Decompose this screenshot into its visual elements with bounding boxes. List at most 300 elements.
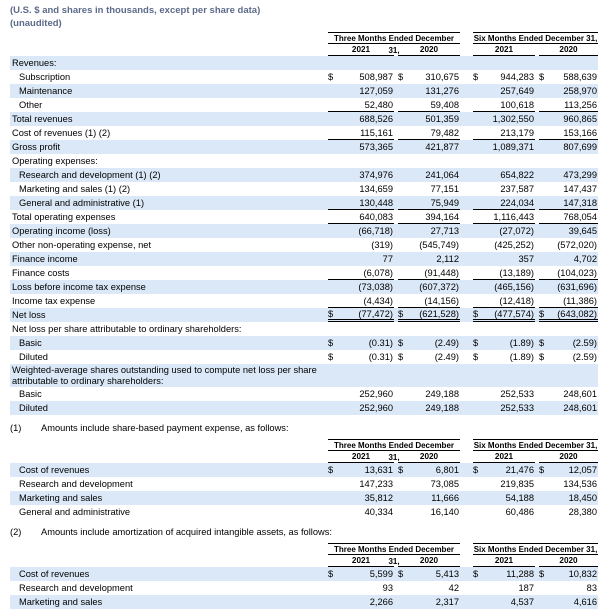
gap (460, 555, 469, 567)
cell (535, 98, 598, 112)
cell (394, 387, 460, 401)
cell-value: 10,832 (568, 569, 597, 579)
cell-value: (572,020) (557, 240, 597, 250)
cell-value: 252,960 (359, 389, 393, 399)
cell-box (398, 266, 460, 280)
gap (460, 224, 469, 238)
row-label: Net loss per share attributable to ordinary shareholders: (12, 324, 242, 334)
currency-symbol: $ (539, 569, 545, 579)
cell (324, 126, 394, 140)
cell (324, 252, 394, 266)
cell-value: 257,649 (500, 86, 534, 96)
cell-box (473, 196, 535, 210)
cell (469, 56, 535, 70)
cell-value: (425,252) (494, 240, 534, 250)
gap (460, 44, 469, 56)
cell-box (398, 491, 460, 505)
cell (535, 238, 598, 252)
cell-value: (1.89) (509, 352, 534, 362)
row-label: Research and development (19, 583, 133, 593)
row-label: Total operating expenses (12, 212, 116, 222)
currency-symbol: $ (539, 308, 545, 319)
cell (324, 463, 394, 477)
currency-symbol: $ (328, 465, 334, 475)
row-label: Cost of revenues (1) (2) (12, 128, 111, 138)
cell-value: 153,166 (563, 127, 597, 138)
table-row (10, 581, 598, 595)
cell-value: 73,085 (430, 479, 459, 489)
cell-box (539, 266, 598, 280)
year-header (469, 555, 535, 567)
cell (324, 308, 394, 322)
currency-symbol: $ (473, 465, 479, 475)
cell (535, 477, 598, 491)
table-row (10, 252, 598, 266)
year-label: 2021 (328, 44, 394, 56)
cell-value: 18,450 (568, 493, 597, 503)
row-label: General and administrative (19, 507, 131, 517)
cell (324, 70, 394, 84)
table-row (10, 112, 598, 126)
cell (535, 505, 598, 519)
cell (394, 112, 460, 126)
cell-box (328, 98, 394, 112)
cell-box (539, 126, 598, 140)
cell-box (398, 252, 460, 266)
cell (324, 266, 394, 280)
cell (394, 491, 460, 505)
cell (324, 387, 394, 401)
cell-value: 640,083 (359, 211, 393, 222)
currency-symbol: $ (539, 352, 545, 362)
cell-box (328, 336, 394, 350)
cell (394, 224, 460, 238)
cell-value: 127,059 (359, 86, 393, 96)
cell-box (398, 210, 460, 224)
cell (324, 505, 394, 519)
cell-box (328, 70, 394, 84)
header-spacer (10, 32, 324, 44)
cell-value: 187 (518, 583, 534, 593)
cell (535, 140, 598, 154)
cell-box (539, 463, 598, 477)
cell-value: 1,302,550 (492, 114, 534, 124)
cell-box (328, 182, 394, 196)
cell (394, 56, 460, 70)
cell (324, 477, 394, 491)
cell-value: 960,865 (563, 114, 597, 124)
cell (469, 252, 535, 266)
cell-value: (1.89) (509, 338, 534, 348)
cell-value: (643,082) (557, 308, 597, 319)
year-header-row (10, 44, 598, 56)
period-header-row (10, 439, 598, 451)
cell-box (398, 280, 460, 294)
cell (324, 336, 394, 350)
header-spacer (10, 439, 324, 451)
gap (460, 364, 469, 387)
cell-box (398, 387, 460, 401)
cell (469, 595, 535, 609)
cell-value: 130,448 (359, 197, 393, 208)
cell (324, 112, 394, 126)
period-group-header (469, 543, 598, 555)
currency-symbol: $ (398, 465, 404, 475)
row-label: Subscription (19, 72, 71, 82)
footnote-1 (10, 422, 600, 434)
year-label: 2021 (473, 451, 535, 463)
cell (324, 401, 394, 415)
cell-box (473, 112, 535, 126)
row-label: Basic (10, 336, 324, 350)
cell (535, 224, 598, 238)
cell-box (473, 567, 535, 581)
cell-value: 249,188 (425, 389, 459, 399)
cell-value: 13,631 (364, 465, 393, 475)
gap (460, 126, 469, 140)
currency-symbol: $ (328, 352, 334, 362)
cell (469, 196, 535, 210)
cell (469, 70, 535, 84)
cell (469, 210, 535, 224)
header-spacer (10, 451, 324, 463)
cell-value: 147,437 (563, 184, 597, 194)
gap (460, 168, 469, 182)
year-label: 2020 (398, 555, 460, 567)
cell (535, 581, 598, 595)
gap (460, 56, 469, 70)
cell-value: (2.49) (434, 352, 459, 362)
cell (469, 98, 535, 112)
cell-box (473, 252, 535, 266)
cell-box (539, 84, 598, 98)
cell-value: 768,054 (563, 211, 597, 222)
cell-value: 77 (382, 254, 393, 264)
cell (469, 322, 535, 336)
cell (535, 182, 598, 196)
cell-value: 40,334 (364, 507, 393, 517)
cell-box (473, 477, 535, 491)
cell (394, 266, 460, 280)
cell-box (328, 112, 394, 126)
currency-symbol: $ (398, 308, 404, 319)
table-row (10, 238, 598, 252)
table-row (10, 266, 598, 280)
cell (469, 505, 535, 519)
cell-value: (0.31) (368, 338, 393, 348)
table-row (10, 477, 598, 491)
cell (469, 112, 535, 126)
cell-value: 421,877 (425, 142, 459, 152)
table-row (10, 84, 598, 98)
cell (394, 196, 460, 210)
row-label: Research and development (19, 479, 133, 489)
footnote2-body (10, 543, 598, 609)
gap (460, 238, 469, 252)
cell-box (539, 308, 598, 322)
cell-value: 147,318 (563, 197, 597, 208)
cell-value: 93 (382, 583, 393, 593)
table-row (10, 98, 598, 112)
cell-value: 60,486 (505, 507, 534, 517)
cell-value: 2,317 (435, 597, 459, 607)
cell (394, 252, 460, 266)
cell-box (473, 84, 535, 98)
cell-value: (13,189) (499, 267, 534, 278)
gap (460, 543, 469, 555)
cell-box (398, 505, 460, 519)
cell-box (539, 581, 598, 595)
table-row (10, 491, 598, 505)
period-group-label: Six Months Ended December 31, (473, 34, 598, 43)
cell-value: (11,386) (563, 295, 597, 306)
footnote-2-marker: (2) (10, 527, 22, 537)
gap (460, 387, 469, 401)
cell-box (398, 308, 460, 322)
cell-value: 11,288 (506, 569, 534, 579)
cell (394, 401, 460, 415)
cell (324, 196, 394, 210)
cell (535, 387, 598, 401)
cell-box (398, 595, 460, 609)
cell-value: 77,151 (430, 184, 459, 194)
cell (469, 336, 535, 350)
row-label: Cost of revenues (10, 567, 324, 581)
cell-value: 248,601 (563, 389, 597, 399)
currency-symbol: $ (328, 72, 334, 82)
footnote-1-text: Amounts include share-based payment expense, as follows: (41, 423, 289, 433)
table-row (10, 336, 598, 350)
cell (394, 210, 460, 224)
income-statement-table (10, 32, 598, 415)
gap (460, 84, 469, 98)
cell (469, 168, 535, 182)
cell-value: 12,057 (568, 465, 597, 475)
cell (469, 154, 535, 168)
year-header (394, 44, 460, 56)
cell (535, 280, 598, 294)
cell (324, 168, 394, 182)
header-spacer (10, 543, 324, 555)
cell-box (473, 140, 535, 154)
table-row (10, 224, 598, 238)
cell (535, 595, 598, 609)
cell-box (398, 463, 460, 477)
year-header (324, 44, 394, 56)
cell (394, 477, 460, 491)
gap (460, 140, 469, 154)
cell (394, 322, 460, 336)
cell-value: 2,266 (369, 597, 393, 607)
gap (460, 280, 469, 294)
row-label: Operating expenses: (12, 156, 98, 166)
period-header-row (10, 32, 598, 44)
gap (460, 98, 469, 112)
cell (535, 210, 598, 224)
table-row (10, 70, 598, 84)
cell-box (328, 280, 394, 294)
table-row (10, 196, 598, 210)
cell-value: 252,960 (359, 403, 393, 413)
cell-box (473, 595, 535, 609)
cell (535, 401, 598, 415)
cell (469, 364, 535, 387)
table-row (10, 56, 598, 70)
gap (460, 308, 469, 322)
cell-box (398, 581, 460, 595)
cell (535, 196, 598, 210)
cell-box (539, 98, 598, 112)
cell-value: 508,987 (359, 72, 393, 82)
cell-value: 131,276 (425, 86, 459, 96)
row-label: Basic (19, 389, 42, 399)
cell-value: 27,713 (430, 226, 459, 236)
cell (394, 70, 460, 84)
gap (460, 439, 469, 451)
table-row (10, 322, 598, 336)
cell-box (398, 224, 460, 238)
currency-symbol: $ (398, 338, 404, 348)
period-group-label: Three Months Ended December 31, (328, 439, 460, 451)
cell-box (473, 98, 535, 112)
cell (469, 84, 535, 98)
cell (324, 364, 394, 387)
cell-value: 59,408 (430, 99, 459, 110)
cell-box (328, 140, 394, 154)
cell-value: 394,164 (425, 211, 459, 222)
cell (394, 505, 460, 519)
year-header (394, 555, 460, 567)
table-row (10, 168, 598, 182)
gap (460, 322, 469, 336)
gap (460, 451, 469, 463)
cell-value: (631,696) (557, 282, 597, 292)
table-row (10, 387, 598, 401)
cell-box (539, 336, 598, 350)
footnote1-body (10, 439, 598, 519)
cell (535, 252, 598, 266)
cell-box (539, 252, 598, 266)
cell-value: (319) (371, 240, 393, 250)
currency-symbol: $ (398, 352, 404, 362)
row-label: Finance costs (12, 268, 70, 278)
cell-box (398, 350, 460, 364)
period-group-label: Six Months Ended December 31, (473, 545, 598, 554)
cell-box (473, 210, 535, 224)
cell-value: (77,472) (358, 308, 393, 319)
year-label: 2021 (473, 555, 535, 567)
cell-value: 241,064 (425, 170, 459, 180)
cell (469, 581, 535, 595)
currency-symbol: $ (539, 338, 545, 348)
header-spacer (10, 555, 324, 567)
cell-value: 79,482 (430, 127, 459, 138)
cell-value: 1,116,443 (493, 211, 534, 222)
cell (535, 322, 598, 336)
cell (535, 350, 598, 364)
cell-value: 5,413 (435, 569, 459, 579)
cell (469, 182, 535, 196)
gap (460, 294, 469, 308)
cell (324, 140, 394, 154)
cell-box (328, 567, 394, 581)
cell-box (398, 70, 460, 84)
cell-box (539, 280, 598, 294)
gap (460, 266, 469, 280)
cell-value: 6,801 (435, 465, 459, 475)
cell (469, 477, 535, 491)
cell-box (328, 168, 394, 182)
cell-box (398, 401, 460, 415)
table-row (10, 308, 598, 322)
gap (460, 182, 469, 196)
cell (469, 126, 535, 140)
table-row (10, 140, 598, 154)
gap (460, 595, 469, 609)
cell (535, 336, 598, 350)
cell-box (328, 84, 394, 98)
row-label: Revenues: (10, 56, 324, 70)
cell-box (328, 196, 394, 210)
cell-value: 4,616 (573, 597, 597, 607)
year-label: 2021 (328, 451, 394, 463)
cell-box (473, 280, 535, 294)
currency-symbol: $ (328, 338, 334, 348)
currency-symbol: $ (473, 338, 479, 348)
currency-symbol: $ (473, 352, 479, 362)
gap (460, 477, 469, 491)
cell-box (328, 491, 394, 505)
cell-value: 501,359 (425, 114, 459, 124)
cell-box (328, 463, 394, 477)
cell (535, 154, 598, 168)
cell-box (398, 336, 460, 350)
cell (324, 98, 394, 112)
cell-box (473, 336, 535, 350)
cell (394, 238, 460, 252)
cell-value: (2.59) (572, 352, 597, 362)
cell-value: 473,299 (563, 170, 597, 180)
year-label: 2020 (398, 44, 460, 56)
currency-symbol: $ (398, 72, 404, 82)
cell (324, 595, 394, 609)
cell (394, 336, 460, 350)
cell-box (473, 224, 535, 238)
cell (469, 387, 535, 401)
cell-value: 52,480 (364, 99, 393, 110)
cell-box (473, 491, 535, 505)
footnote1-table (10, 439, 598, 519)
cell-value: (91,448) (424, 267, 459, 278)
gap (460, 491, 469, 505)
cell (394, 463, 460, 477)
table-row (10, 401, 598, 415)
cell-box (539, 182, 598, 196)
income-statement-body (10, 32, 598, 415)
cell-value: 2,112 (436, 254, 459, 264)
cell (535, 266, 598, 280)
cell (324, 224, 394, 238)
table-row (10, 126, 598, 140)
cell-value: 944,283 (500, 72, 534, 82)
cell (469, 491, 535, 505)
cell-value: 688,526 (359, 114, 393, 124)
row-label: Income tax expense (12, 296, 96, 306)
cell-value: 39,645 (568, 226, 597, 236)
cell-value: 237,587 (500, 184, 534, 194)
row-label: Diluted (19, 352, 48, 362)
table-row (10, 505, 598, 519)
